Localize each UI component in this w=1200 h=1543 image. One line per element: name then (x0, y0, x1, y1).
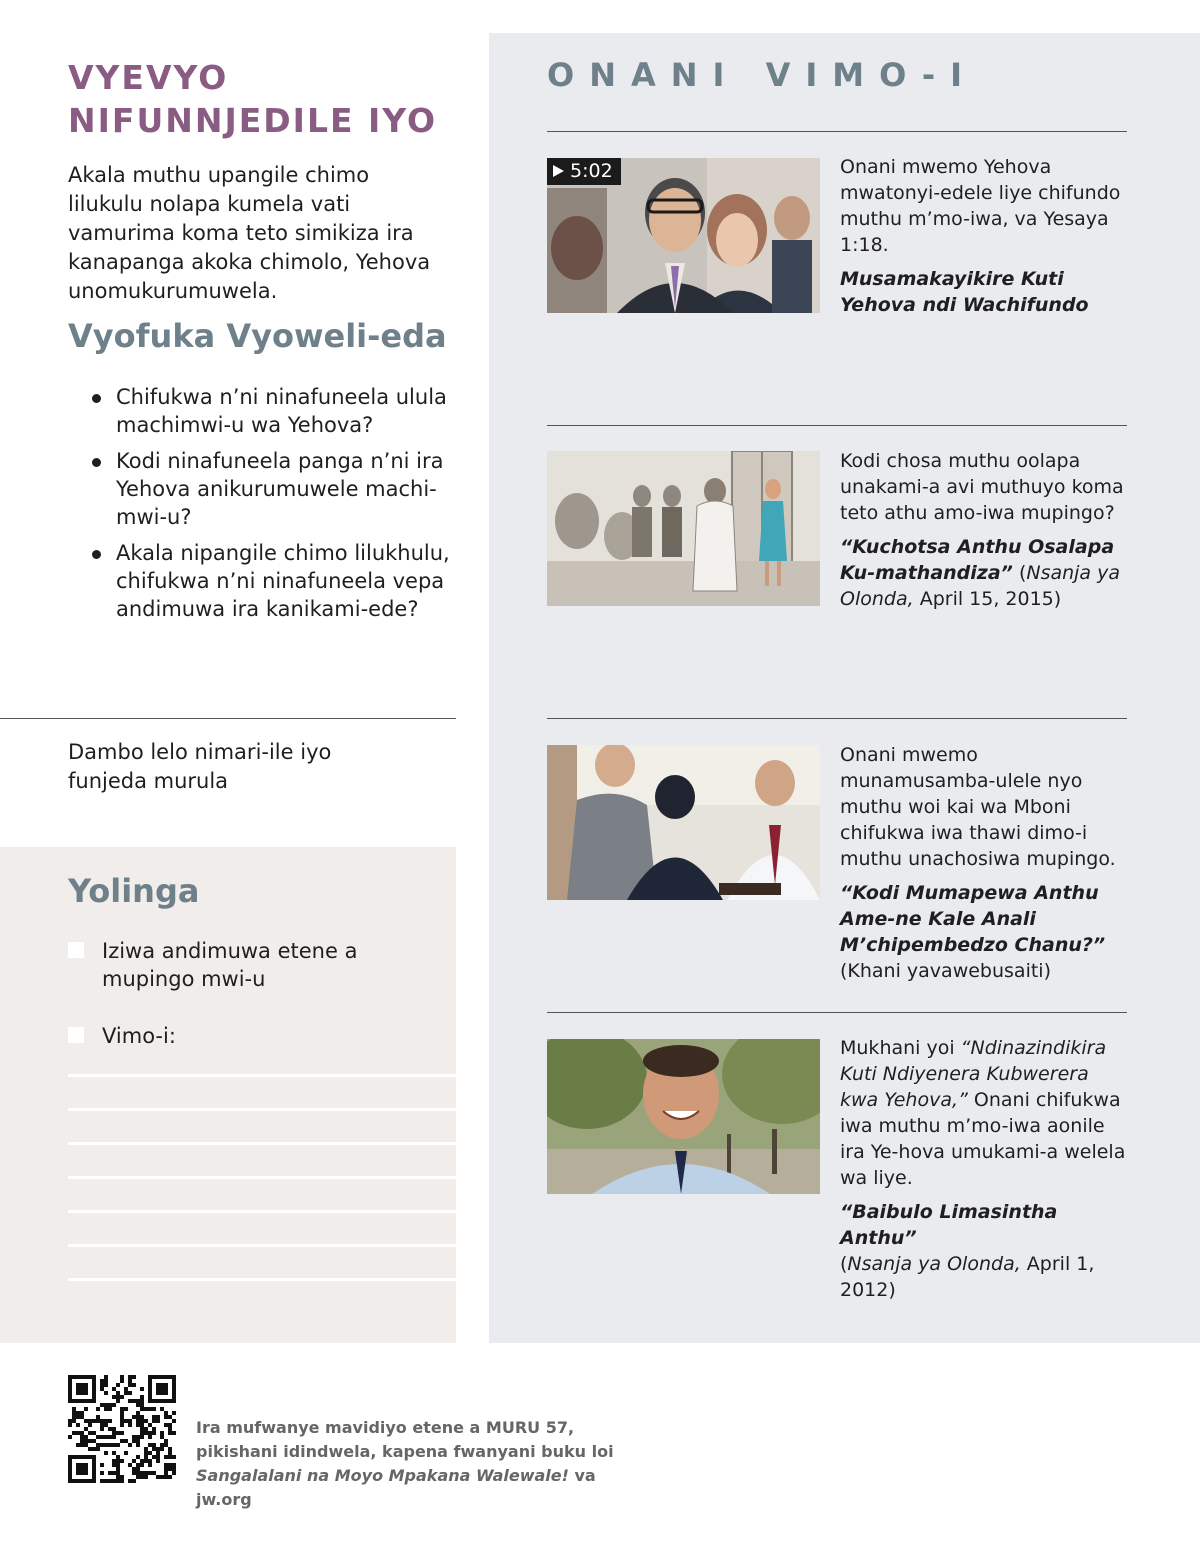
divider (547, 1012, 1127, 1013)
goal-item[interactable]: Vimo-i: (68, 1022, 402, 1050)
greeting-photo (547, 745, 820, 900)
article-illustration[interactable] (547, 745, 820, 900)
intro-paragraph: Akala muthu upangile chimo lilukulu nolapa kumela vati vamurima koma teto simikiza ira kanapanga akoka chimolo, Yehova unomukurumuwela. (68, 163, 431, 303)
checkbox[interactable] (68, 1027, 84, 1043)
question-item: Chifukwa n’ni ninafuneela ulula machimwi-u wa Yehova? (90, 383, 450, 439)
goals-panel (0, 847, 456, 1343)
write-line[interactable] (68, 1278, 456, 1281)
study-item-text: Mukhani yoi “Ndinazindikira Kuti Ndiyenera Kubwerera kwa Yehova,” Onani chifukwa iwa muthu m’mo-iwa aonile ira Ye-hova umukami-a welela wa liye. “Baibulo Limasintha Anthu” (Nsanja ya Olonda, April 1, 2012) (840, 1035, 1130, 1303)
article-illustration[interactable] (547, 451, 820, 606)
play-icon (553, 165, 564, 177)
completion-note: Dambo lelo nimari-ile iyo funjeda murula (68, 740, 332, 793)
study-item-text: Onani mwemo Yehova mwatonyi-edele liye chifundo muthu m’mo-iwa, va Yesaya 1:18. Musamakayikire Kuti Yehova ndi Wachifundo (840, 154, 1130, 318)
divider (0, 718, 456, 719)
study-reference[interactable]: “Kuchotsa Anthu Osalapa Ku-mathandiza” (Nsanja ya Olonda, April 15, 2015) (840, 536, 1121, 610)
footer-note: Ira mufwanye mavidiyo etene a MURU 57, pikishani idindwela, kapena fwanyani buku loi Sangalalani na Moyo Mpakana Walewale! va jw.org (196, 1418, 614, 1509)
video-thumbnail[interactable] (547, 158, 820, 313)
study-reference[interactable]: “Baibulo Limasintha Anthu” (Nsanja ya Olonda, April 1, 2012) (840, 1201, 1095, 1301)
write-line[interactable] (68, 1210, 456, 1213)
article-illustration[interactable] (547, 1039, 820, 1194)
goals-title: Yolinga (68, 872, 200, 910)
write-line[interactable] (68, 1074, 456, 1077)
divider (547, 425, 1127, 426)
question-item: Akala nipangile chimo lilukhulu, chifukwa n’ni ninafuneela vepa andimuwa ira kanikami-ede? (90, 539, 450, 623)
qr-code-icon[interactable] (68, 1375, 176, 1483)
further-study-title: ONANI VIMO-I (547, 56, 978, 94)
video-duration-badge: 5:02 (547, 158, 621, 185)
bullet-icon (92, 394, 101, 403)
checkbox[interactable] (68, 942, 84, 958)
divider (547, 131, 1127, 132)
write-line[interactable] (68, 1142, 456, 1145)
page-title: VYEVYO NIFUNNJEDILE IYO (68, 58, 438, 140)
study-item-text: Kodi chosa muthu oolapa unakami-a avi muthuyo koma teto athu amo-iwa mupingo? “Kuchotsa Anthu Osalapa Ku-mathandiza” (Nsanja ya Olonda, April 15, 2015) (840, 448, 1130, 612)
divider (547, 718, 1127, 719)
question-item: Kodi ninafuneela panga n’ni ira Yehova anikurumuwele machi-mwi-u? (90, 447, 450, 531)
bullet-icon (92, 458, 101, 467)
write-line[interactable] (68, 1244, 456, 1247)
bullet-icon (92, 550, 101, 559)
write-line[interactable] (68, 1176, 456, 1179)
study-item-text: Onani mwemo munamusamba-ulele nyo muthu woi kai wa Mboni chifukwa iwa thawi dimo-i muthu unachosiwa mupingo. “Kodi Mumapewa Anthu Ame-ne Kale Anali M’chipembedzo Chanu?” (Khani yavawebusaiti) (840, 742, 1130, 984)
goal-item[interactable]: Iziwa andimuwa etene a mupingo mwi-u (68, 937, 402, 993)
study-reference[interactable]: Musamakayikire Kuti Yehova ndi Wachifundo (840, 268, 1089, 316)
write-line[interactable] (68, 1108, 456, 1111)
smiling-man-photo (547, 1039, 820, 1194)
kingdom-hall-sketch (547, 451, 820, 606)
review-questions (90, 383, 450, 631)
questions-title: Vyofuka Vyoweli-eda (68, 317, 447, 355)
study-reference[interactable]: “Kodi Mumapewa Anthu Ame-ne Kale Anali M’chipembedzo Chanu?” (Khani yavawebusaiti) (840, 882, 1106, 982)
